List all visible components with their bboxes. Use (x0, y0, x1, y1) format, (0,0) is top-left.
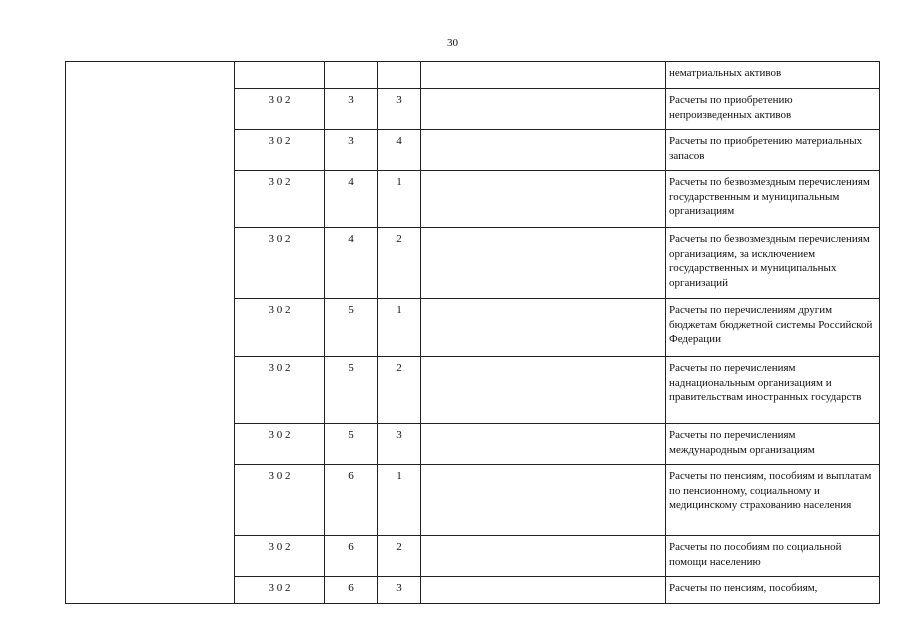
group-code-cell: 4 (325, 171, 378, 228)
subgroup-code-cell: 2 (378, 357, 421, 424)
account-name-cell: Расчеты по безвозмездным перечислениям организациям, за исключением государственных и муниципальных организаций (666, 228, 880, 299)
subgroup-code-cell: 2 (378, 536, 421, 577)
account-code-cell: 3 0 2 (235, 424, 325, 465)
empty-cell (421, 577, 666, 604)
account-code-cell: 3 0 2 (235, 228, 325, 299)
group-code-cell: 5 (325, 299, 378, 357)
account-name-cell: Расчеты по пособиям по социальной помощи населению (666, 536, 880, 577)
account-code-cell: 3 0 2 (235, 465, 325, 536)
account-code-cell: 3 0 2 (235, 577, 325, 604)
accounts-table (65, 61, 880, 604)
empty-cell (421, 536, 666, 577)
empty-cell (421, 357, 666, 424)
subgroup-code-cell: 3 (378, 89, 421, 130)
empty-cell (421, 424, 666, 465)
empty-cell (421, 299, 666, 357)
subgroup-code-cell: 4 (378, 130, 421, 171)
empty-cell (421, 130, 666, 171)
subgroup-code-cell: 1 (378, 465, 421, 536)
account-name-cell: Расчеты по приобретению непроизведенных активов (666, 89, 880, 130)
empty-cell (421, 465, 666, 536)
account-name-cell: Расчеты по пенсиям, пособиям и выплатам по пенсионному, социальному и медицинскому страхованию населения (666, 465, 880, 536)
group-code-cell: 4 (325, 228, 378, 299)
group-code-cell: 3 (325, 130, 378, 171)
subgroup-code-cell: 3 (378, 424, 421, 465)
subgroup-code-cell: 3 (378, 577, 421, 604)
group-code-cell: 6 (325, 465, 378, 536)
subgroup-code-cell: 1 (378, 299, 421, 357)
account-code-cell (235, 62, 325, 89)
group-code-cell: 6 (325, 577, 378, 604)
empty-cell (421, 62, 666, 89)
empty-cell (421, 228, 666, 299)
account-name-cell: Расчеты по пенсиям, пособиям, (666, 577, 880, 604)
group-code-cell: 5 (325, 357, 378, 424)
empty-cell (421, 89, 666, 130)
page-number: 30 (447, 37, 458, 49)
account-name-cell: нематриальных активов (666, 62, 880, 89)
account-name-cell: Расчеты по перечислениям другим бюджетам бюджетной системы Российской Федерации (666, 299, 880, 357)
subgroup-code-cell: 2 (378, 228, 421, 299)
account-code-cell: 3 0 2 (235, 536, 325, 577)
account-code-cell: 3 0 2 (235, 299, 325, 357)
account-name-cell: Расчеты по перечислениям наднациональным организациям и правительствам иностранных государств (666, 357, 880, 424)
subgroup-code-cell: 1 (378, 171, 421, 228)
account-code-cell: 3 0 2 (235, 357, 325, 424)
empty-cell (421, 171, 666, 228)
group-code-cell: 3 (325, 89, 378, 130)
group-code-cell: 6 (325, 536, 378, 577)
account-name-cell: Расчеты по безвозмездным перечислениям государственным и муниципальным организациям (666, 171, 880, 228)
left-blank-cell (66, 62, 235, 604)
account-name-cell: Расчеты по приобретению материальных запасов (666, 130, 880, 171)
table-row (66, 62, 880, 89)
account-code-cell: 3 0 2 (235, 89, 325, 130)
group-code-cell (325, 62, 378, 89)
group-code-cell: 5 (325, 424, 378, 465)
account-code-cell: 3 0 2 (235, 171, 325, 228)
subgroup-code-cell (378, 62, 421, 89)
account-code-cell: 3 0 2 (235, 130, 325, 171)
account-name-cell: Расчеты по перечислениям международным организациям (666, 424, 880, 465)
